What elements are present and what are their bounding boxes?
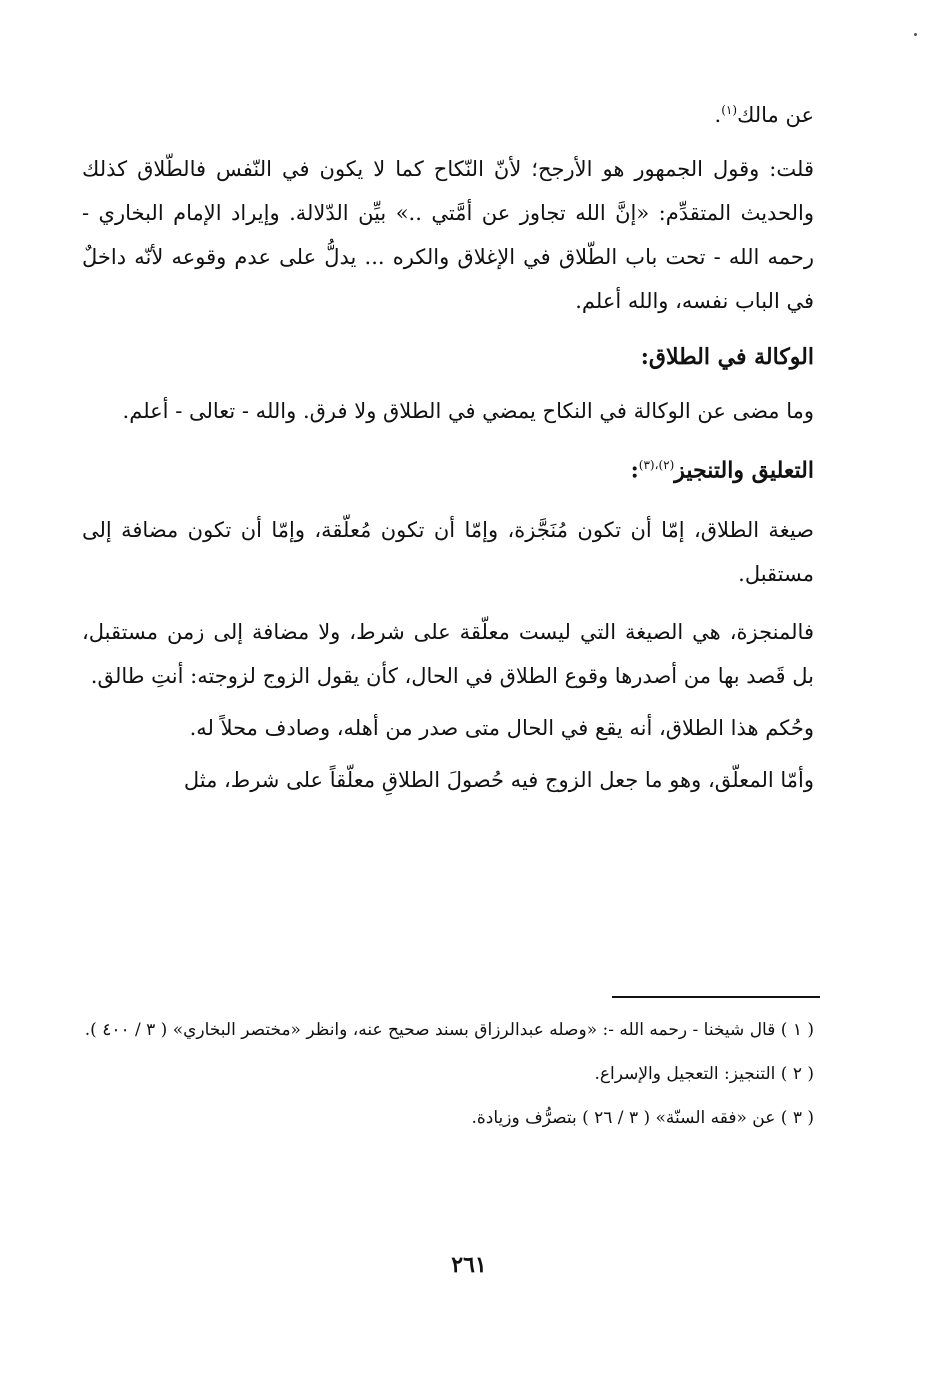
paragraph-suspended-divorce: وأمّا المعلّق، وهو ما جعل الزوج فيه حُصولَ الطلاقِ معلّقاً على شرط، مثل	[183, 768, 814, 793]
opening-line	[82, 88, 814, 137]
footnote-ref-1[interactable]: (١)	[721, 103, 738, 117]
footnote-2: ( ٢ ) التنجيز: التعجيل والإسراع.	[594, 1064, 814, 1084]
footnotes	[82, 1012, 814, 1144]
footnote-3: ( ٣ ) عن «فقه السنّة» ( ٣ / ٢٦ ) بتصرُّف وزيادة.	[471, 1108, 814, 1128]
page-number: ٢٦١	[451, 1252, 487, 1278]
opening-end: .	[714, 103, 722, 127]
paragraph-agency: وما مضى عن الوكالة في النكاح يمضي في الطلاق ولا فرق. والله - تعالى - أعلم.	[122, 399, 814, 423]
paragraph-majority-view: قلت: وقول الجمهور هو الأرجح؛ لأنّ النّكاح كما لا يكون في النّفس فالطّلاق كذلك والحديث المتقدِّم: «إنَّ الله تجاوز عن أمَّتي ..» بيِّن الدّلالة. وإيراد الإمام البخاري - رحمه الله - تحت باب الطّلاق في الإغلاق والكره ... يدلُّ على عدم وقوعه لأنّه داخلٌ في الباب نفسه، والله أعلم.	[82, 157, 814, 313]
footnote-ref-2-3[interactable]: (٢)،(٣)	[638, 458, 675, 472]
scan-speck	[914, 33, 917, 36]
heading-text: التعليق والتنجيز	[674, 457, 814, 484]
paragraph-immediate-divorce: فالمنجزة، هي الصيغة التي ليست معلّقة على شرط، ولا مضافة إلى زمن مستقبل، بل قَصد بها من أصدرها وقوع الطلاق في الحال، كأن يقول الزوج لزوجته: أنتِ طالق.	[82, 620, 814, 689]
opening-text: عن مالك	[737, 103, 814, 127]
heading-agency-in-divorce: الوكالة في الطلاق:	[640, 344, 814, 370]
paragraph-ruling: وحُكم هذا الطلاق، أنه يقع في الحال متى صدر من أهله، وصادف محلاً له.	[189, 716, 814, 741]
footnote-1: ( ١ ) قال شيخنا - رحمه الله -: «وصله عبدالرزاق بسند صحيح عنه، وانظر «مختصر البخاري» ( ٣ / ٤٠٠ ).	[84, 1020, 814, 1040]
footnote-separator	[612, 996, 820, 998]
paragraph-divorce-formula: صيغة الطلاق، إمّا أن تكون مُنَجَّزة، وإمّا أن تكون مُعلّقة، وإمّا أن تكون مضافة إلى مستقبل.	[82, 518, 814, 587]
heading-colon: :	[630, 457, 639, 484]
main-text	[82, 88, 814, 802]
heading-suspension-and-execution	[82, 441, 814, 494]
